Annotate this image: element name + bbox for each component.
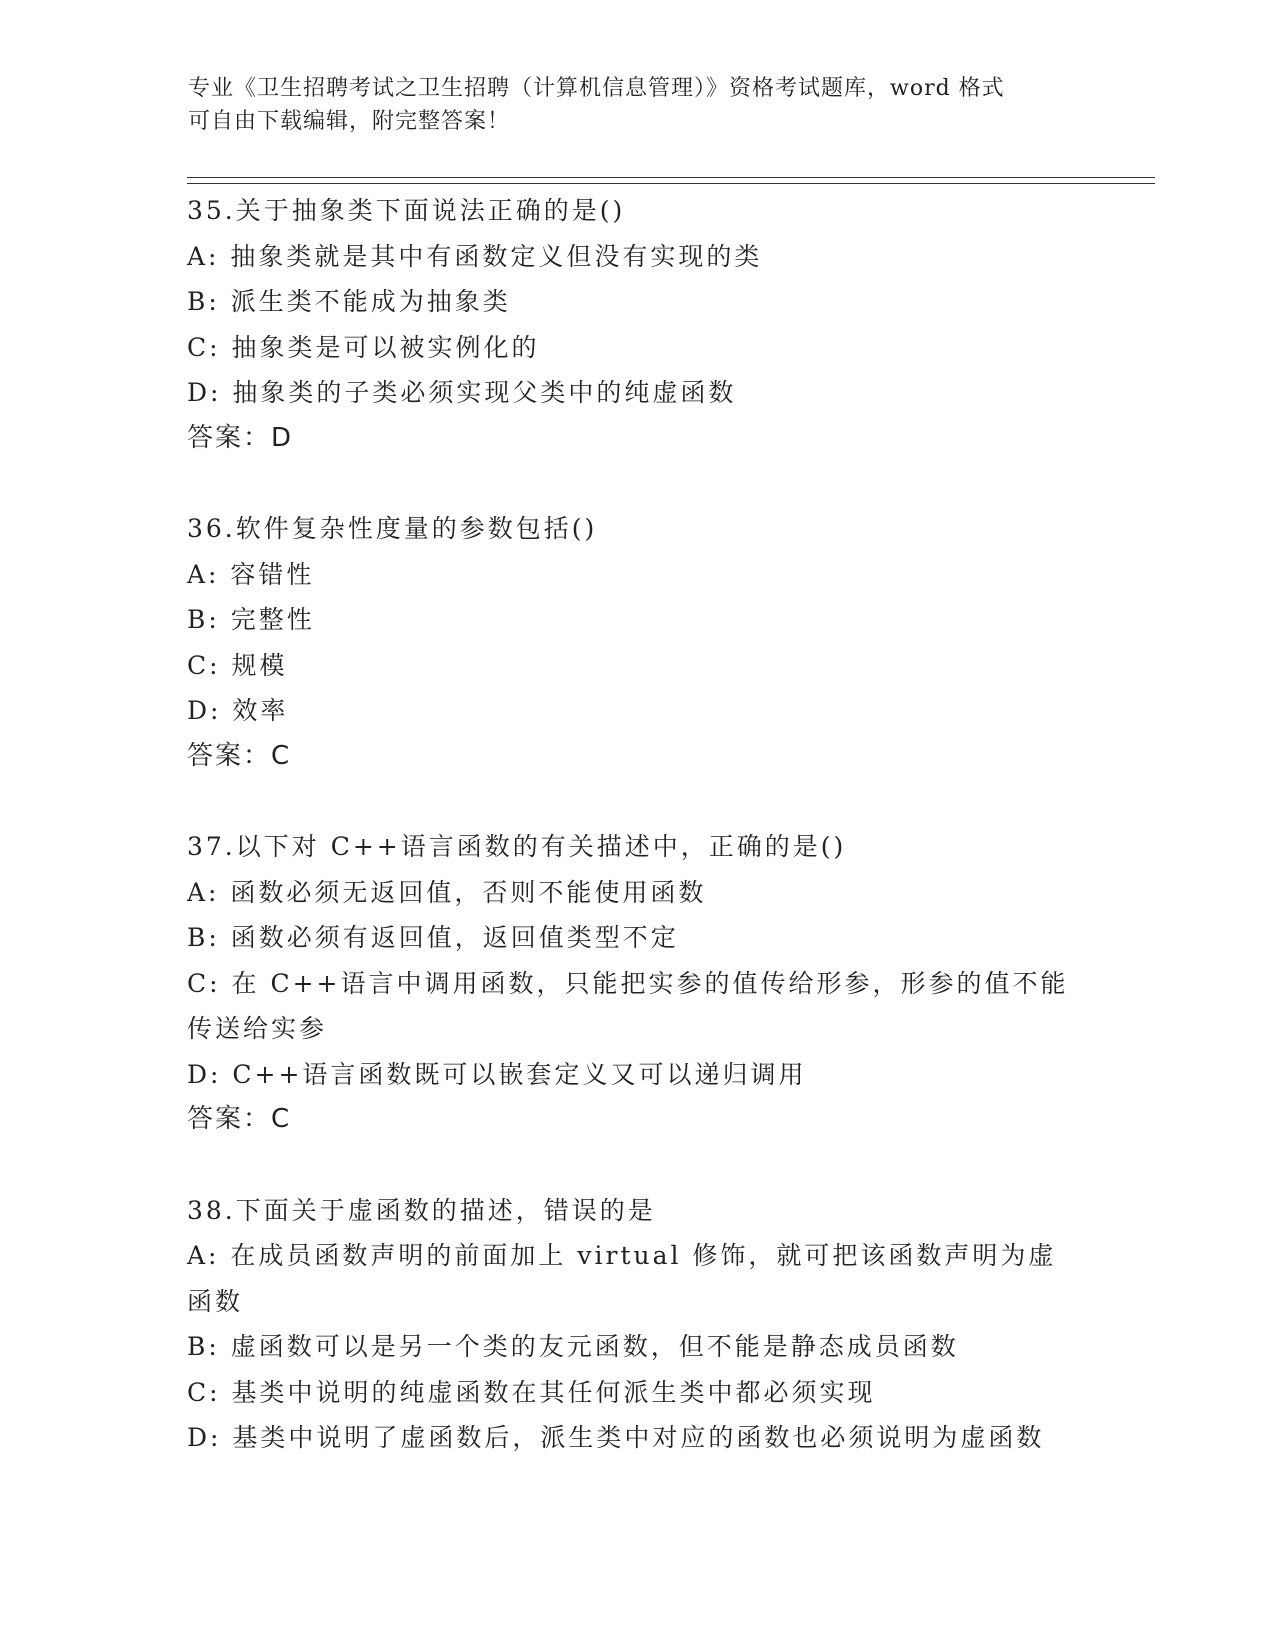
option-d: D: 基类中说明了虚函数后，派生类中对应的函数也必须说明为虚函数 [187,1423,1045,1452]
option-b: B: 虚函数可以是另一个类的友元函数，但不能是静态成员函数 [187,1332,959,1361]
question-stem: 37.以下对 C++语言函数的有关描述中，正确的是() [187,832,847,861]
question-38 [187,1188,1087,1461]
document-header [188,72,1068,138]
question-35 [187,188,1087,461]
option-b: B: 函数必须有返回值，返回值类型不定 [187,923,679,952]
option-d: D: 效率 [187,696,289,725]
question-stem: 38.下面关于虚函数的描述，错误的是 [187,1195,656,1225]
option-a: A: 函数必须无返回值，否则不能使用函数 [187,877,707,907]
question-stem: 35.关于抽象类下面说法正确的是() [187,196,626,225]
option-c: C: 规模 [187,650,288,680]
header-line-1: 专业《卫生招聘考试之卫生招聘（计算机信息管理）》资格考试题库，word 格式 [188,76,1005,101]
option-a-continued: 函数 [187,1286,244,1316]
question-37 [187,824,1087,1143]
question-stem: 36.软件复杂性度量的参数包括() [187,514,598,543]
option-d: D: 抽象类的子类必须实现父类中的纯虚函数 [187,378,737,407]
option-a: A: 抽象类就是其中有函数定义但没有实现的类 [187,241,763,271]
header-rule-bottom [187,183,1155,184]
option-c: C: 抽象类是可以被实例化的 [187,332,540,362]
option-c: C: 基类中说明的纯虚函数在其任何派生类中都必须实现 [187,1377,876,1407]
option-d: D: C++语言函数既可以嵌套定义又可以递归调用 [187,1059,807,1089]
option-c: C: 在 C++语言中调用函数，只能把实参的值传给形参，形参的值不能 [187,968,1069,998]
question-list [187,188,1087,1506]
answer-label: 答案：D [187,422,294,453]
question-36 [187,506,1087,779]
option-b: B: 完整性 [187,605,315,634]
option-b: B: 派生类不能成为抽象类 [187,287,511,316]
option-a: A: 在成员函数声明的前面加上 virtual 修饰，就可把该函数声明为虚 [187,1241,1057,1270]
answer-label: 答案：C [187,740,292,771]
option-a: A: 容错性 [187,559,315,589]
option-c-continued: 传送给实参 [187,1014,328,1043]
answer-label: 答案：C [187,1104,292,1134]
header-line-2: 可自由下载编辑，附完整答案！ [188,109,511,134]
header-rule-top [187,177,1155,178]
